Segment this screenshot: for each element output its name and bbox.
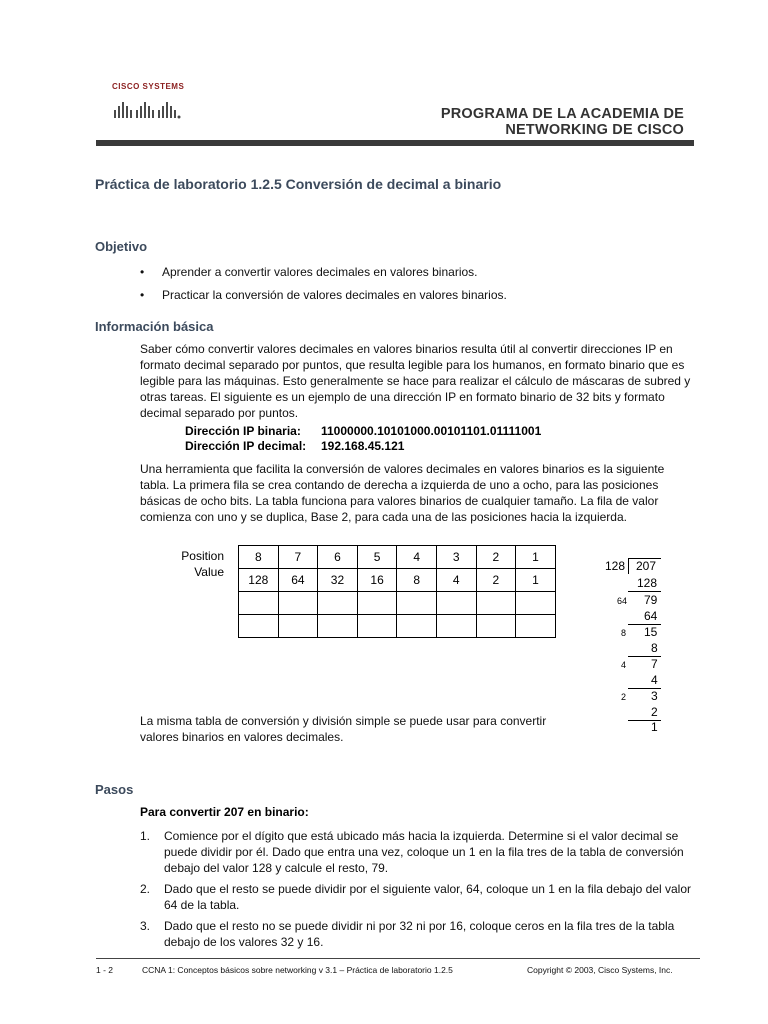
bullet-text: Practicar la conversión de valores decimales en valores binarios. xyxy=(162,288,507,302)
pasos-subheading: Para convertir 207 en binario: xyxy=(140,805,309,819)
table-row-positions xyxy=(239,546,556,569)
value-label: Value xyxy=(194,565,224,579)
table-cell-empty xyxy=(318,592,358,615)
table-cell: 7 xyxy=(278,546,318,569)
step-text: Dado que el resto se puede dividir por el siguiente valor, 64, coloque un 1 en la fila debajo del valor 64 de la tabla. xyxy=(164,882,692,912)
objetivo-bullet-1 xyxy=(140,265,478,279)
table-cell-empty xyxy=(318,615,358,638)
step-number: 2. xyxy=(140,882,151,896)
table-cell: 64 xyxy=(278,569,318,592)
table-cell-empty xyxy=(516,615,556,638)
divisor: 128 xyxy=(605,559,626,573)
header-divider xyxy=(96,140,694,146)
table-cell: 1 xyxy=(516,546,556,569)
step-number: 3. xyxy=(140,919,151,933)
division-result: 7 xyxy=(651,657,658,671)
table-cell-empty xyxy=(436,615,476,638)
step-number: 1. xyxy=(140,829,151,843)
table-cell-empty xyxy=(476,615,516,638)
step-1 xyxy=(140,828,696,876)
table-cell: 2 xyxy=(476,546,516,569)
division-result: 3 xyxy=(651,689,658,703)
table-cell-empty xyxy=(476,592,516,615)
academy-title xyxy=(441,106,684,138)
divisor: 64 xyxy=(617,596,628,606)
step-text: Comience por el dígito que está ubicado más hacia la izquierda. Determine si el valor decimal se puede dividir por él. Dado que entra una vez, coloque un 1 en la fila tres de la tabla de conversión debajo del valor 128 y calcule el resto, 79. xyxy=(164,829,684,875)
footer-divider xyxy=(96,958,700,959)
table-cell: 16 xyxy=(357,569,397,592)
division-result: 4 xyxy=(651,673,658,687)
footer-page: 1 - 2 xyxy=(96,965,114,975)
table-cell: 6 xyxy=(318,546,358,569)
logo-text: CISCO SYSTEMS xyxy=(112,82,185,91)
table-cell: 8 xyxy=(397,569,437,592)
division-result: 79 xyxy=(644,593,658,607)
ip-binary-value: 11000000.10101000.00101101.01111001 xyxy=(321,424,542,438)
conversion-table xyxy=(238,545,556,638)
table-cell: 128 xyxy=(239,569,279,592)
table-cell-empty xyxy=(357,615,397,638)
academy-line-2: NETWORKING DE CISCO xyxy=(505,122,684,138)
bullet-icon: • xyxy=(140,288,145,302)
table-row-empty xyxy=(239,615,556,638)
objetivo-heading: Objetivo xyxy=(95,239,148,254)
table-cell-empty xyxy=(516,592,556,615)
table-cell: 2 xyxy=(476,569,516,592)
footer-copyright: Copyright © 2003, Cisco Systems, Inc. xyxy=(527,965,673,975)
table-cell: 1 xyxy=(516,569,556,592)
bullet-icon: • xyxy=(140,265,145,279)
info-paragraph-2: Una herramienta que facilita la conversión de valores decimales en valores binarios es la siguiente tabla. La primera fila se crea contando de derecha a izquierda de uno a ocho, para las posiciones básicas de ocho bits. La tabla funciona para valores binarios de cualquier tamaño. La fila de valor comienza con uno y se duplica, Base 2, para cada una de las posiciones hacia la izquierda. xyxy=(140,462,665,524)
table-cell: 5 xyxy=(357,546,397,569)
table-cell-empty xyxy=(357,592,397,615)
bullet-text: Aprender a convertir valores decimales en valores binarios. xyxy=(162,265,478,279)
division-result: 2 xyxy=(651,705,658,719)
pasos-heading: Pasos xyxy=(95,782,134,797)
ip-binary-label: Dirección IP binaria: xyxy=(185,424,301,438)
position-label: Position xyxy=(181,549,224,563)
table-cell-empty xyxy=(278,592,318,615)
table-cell: 32 xyxy=(318,569,358,592)
ip-decimal-value: 192.168.45.121 xyxy=(321,439,405,453)
info-heading: Información básica xyxy=(95,319,214,334)
division-result: 1 xyxy=(651,720,658,734)
table-cell: 3 xyxy=(436,546,476,569)
division-line xyxy=(628,591,661,592)
table-cell: 8 xyxy=(239,546,279,569)
division-result: 128 xyxy=(637,576,658,590)
table-cell: 4 xyxy=(436,569,476,592)
table-cell-empty xyxy=(278,615,318,638)
divisor: 8 xyxy=(621,628,627,638)
divisor: 4 xyxy=(621,660,627,670)
division-result: 207 xyxy=(636,559,657,573)
divisor: 2 xyxy=(621,692,627,702)
division-bracket xyxy=(628,558,629,574)
table-cell-empty xyxy=(239,592,279,615)
footer-course: CCNA 1: Conceptos básicos sobre networking v 3.1 – Práctica de laboratorio 1.2.5 xyxy=(142,965,453,975)
step-text: Dado que el resto no se puede dividir ni por 32 ni por 16, coloque ceros en la fila tres de la tabla debajo de los valores 32 y 16. xyxy=(164,919,675,949)
table-cell-empty xyxy=(397,615,437,638)
division-result: 64 xyxy=(644,609,658,623)
table-cell-empty xyxy=(239,615,279,638)
table-row-values xyxy=(239,569,556,592)
cisco-logo xyxy=(112,82,185,122)
info-paragraph-1: Saber cómo convertir valores decimales en valores binarios resulta útil al convertir direcciones IP en formato decimal separado por puntos, que resulta legible para los humanos, en formato binario que es legible para las máquinas. Esto generalmente se hace para realizar el cálculo de máscaras de subred y otras tareas. El siguiente es un ejemplo de una dirección IP en formato binario de 32 bits y formato decimal separado por puntos. xyxy=(140,342,691,420)
division-result: 15 xyxy=(644,625,658,639)
table-cell-empty xyxy=(436,592,476,615)
objetivo-bullet-2 xyxy=(140,288,507,302)
cisco-bridge-icon xyxy=(112,92,182,122)
table-row-labels xyxy=(160,548,224,580)
division-result: 8 xyxy=(651,641,658,655)
paragraph-3: La misma tabla de conversión y división simple se puede usar para convertir valores binarios en valores decimales. xyxy=(140,714,547,744)
academy-line-1: PROGRAMA DE LA ACADEMIA DE xyxy=(440,106,684,122)
step-2 xyxy=(140,881,696,913)
table-cell: 4 xyxy=(397,546,437,569)
step-3 xyxy=(140,918,700,950)
ip-decimal-label: Dirección IP decimal: xyxy=(185,439,307,453)
document-title: Práctica de laboratorio 1.2.5 Conversión de decimal a binario xyxy=(95,176,502,192)
table-row-empty xyxy=(239,592,556,615)
table-cell-empty xyxy=(397,592,437,615)
